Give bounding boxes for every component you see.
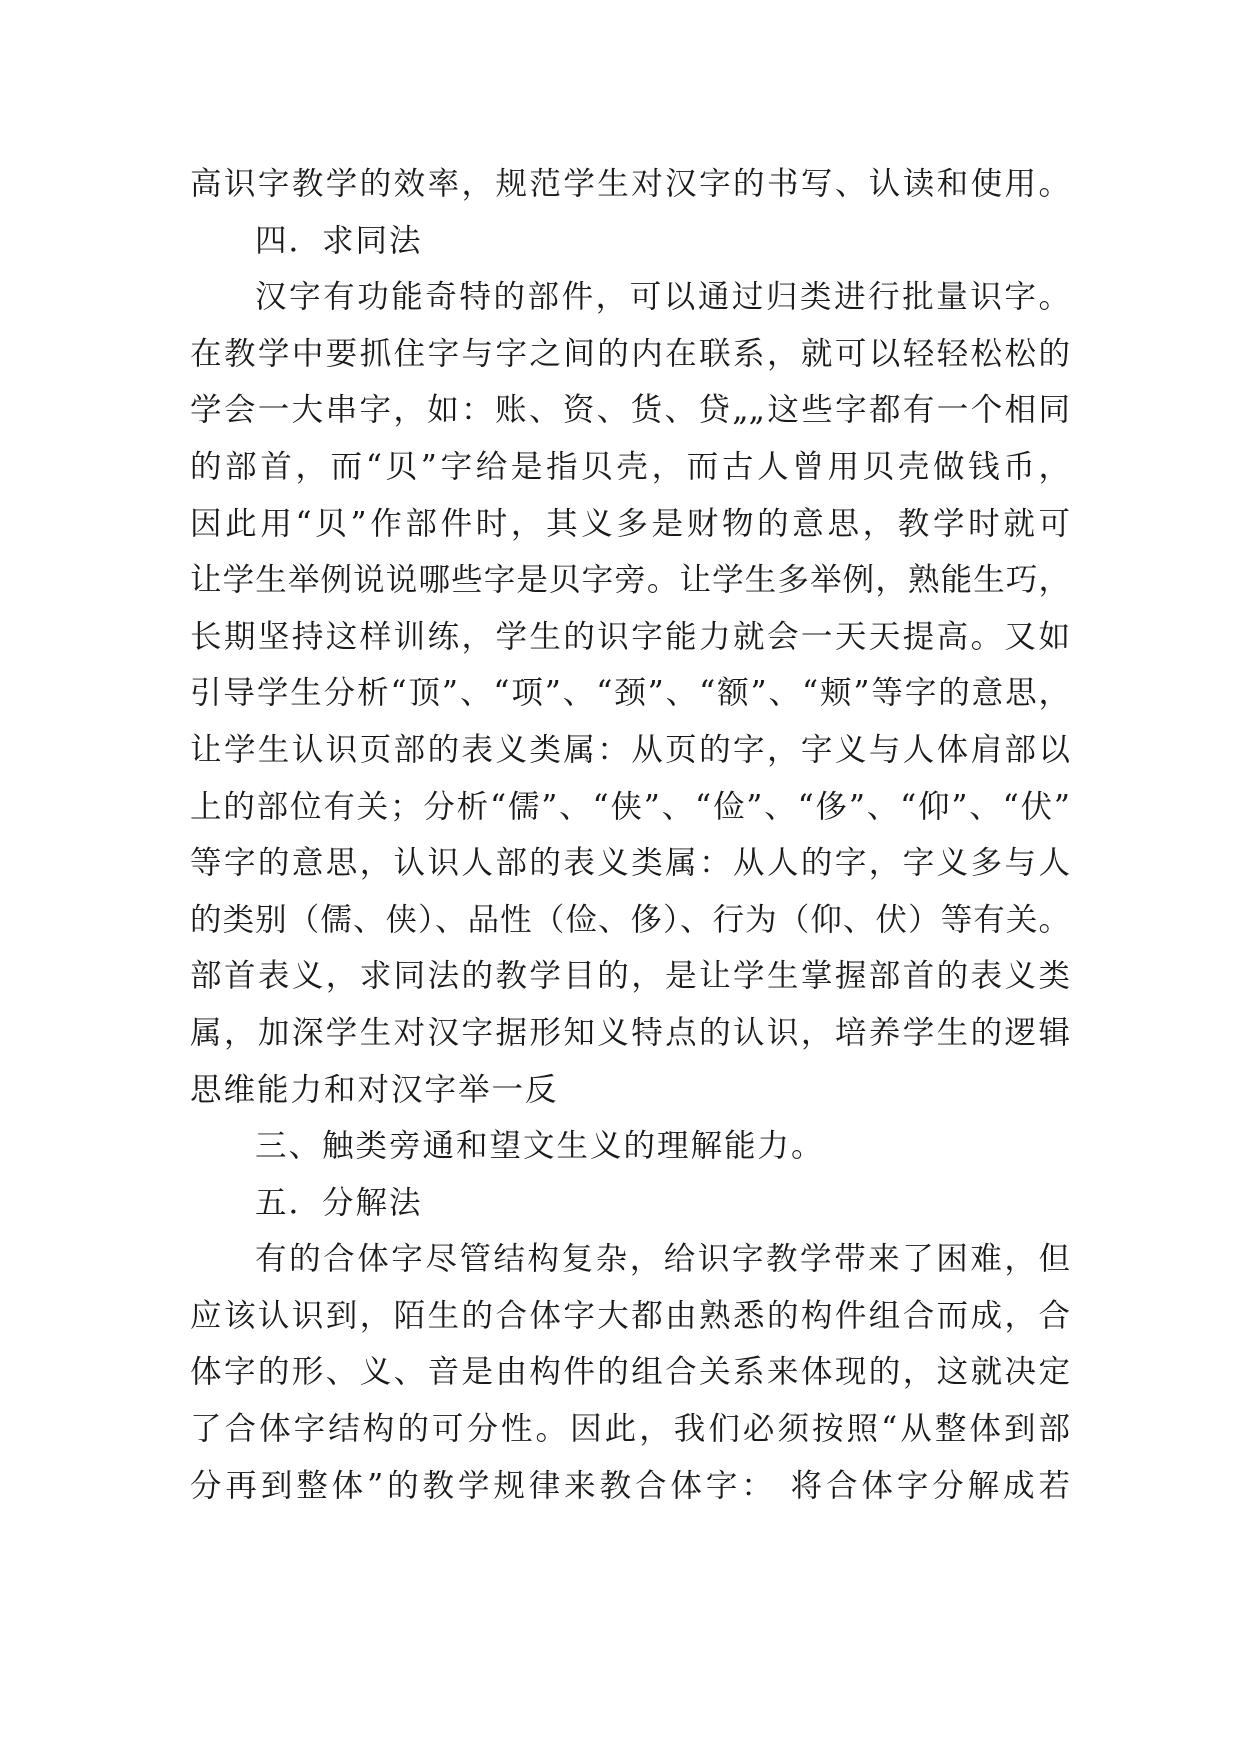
text-line: 高识字教学的效率，规范学生对汉字的书写、认读和使用。: [190, 166, 1070, 202]
text-line: 应该认识到，陌生的合体字大都由熟悉的构件组合而成，合: [190, 1297, 1070, 1334]
text-line: 体字的形、义、音是由构件的组合关系来体现的，这就决定: [190, 1354, 1070, 1391]
text-line: 让学生认识页部的表义类属：从页的字，字义与人体肩部以: [190, 731, 1070, 768]
section-heading-4: 四．求同法: [255, 222, 423, 259]
text-line: 在教学中要抓住字与字之间的内在联系，就可以轻轻松松的: [190, 335, 1070, 372]
paragraph-start-line: 有的合体字尽管结构复杂，给识字教学带来了困难，但: [255, 1241, 1070, 1278]
paragraph-start-line: 汉字有功能奇特的部件，可以通过归类进行批量识字。: [255, 279, 1070, 316]
paragraph-start-line: 三、触类旁通和望文生义的理解能力。: [255, 1128, 825, 1165]
text-line: 学会一大串字，如：账、资、货、贷„„这些字都有一个相同: [190, 392, 1070, 429]
body-text: [190, 156, 1070, 1514]
text-line: 的部首，而“贝”字给是指贝壳，而古人曾用贝壳做钱币，: [190, 448, 1070, 485]
text-line: 长期坚持这样训练，学生的识字能力就会一天天提高。又如: [190, 618, 1070, 655]
text-line: 让学生举例说说哪些字是贝字旁。让学生多举例，熟能生巧，: [190, 562, 1070, 599]
text-line: 引导学生分析“顶”、“项”、“颈”、“额”、“颊”等字的意思，: [190, 675, 1070, 712]
text-line: 属，加深学生对汉字据形知义特点的认识，培养学生的逻辑: [190, 1014, 1070, 1051]
text-line: 分再到整体”的教学规律来教合体字： 将合体字分解成若: [190, 1467, 1070, 1504]
text-line: 等字的意思，认识人部的表义类属：从人的字，字义多与人: [190, 845, 1070, 882]
section-heading-5: 五．分解法: [255, 1184, 423, 1221]
text-line: 上的部位有关；分析“儒”、“侠”、“俭”、“侈”、“仰”、“伏”: [190, 788, 1070, 825]
text-line: 的类别（儒、侠）、品性（俭、侈）、行为（仰、伏）等有关。: [190, 901, 1070, 938]
text-line: 部首表义，求同法的教学目的，是让学生掌握部首的表义类: [190, 958, 1070, 995]
text-line: 了合体字结构的可分性。因此，我们必须按照“从整体到部: [190, 1411, 1070, 1448]
text-line: 因此用“贝”作部件时，其义多是财物的意思，教学时就可: [190, 505, 1070, 542]
text-line: 思维能力和对汉字举一反: [190, 1071, 559, 1108]
